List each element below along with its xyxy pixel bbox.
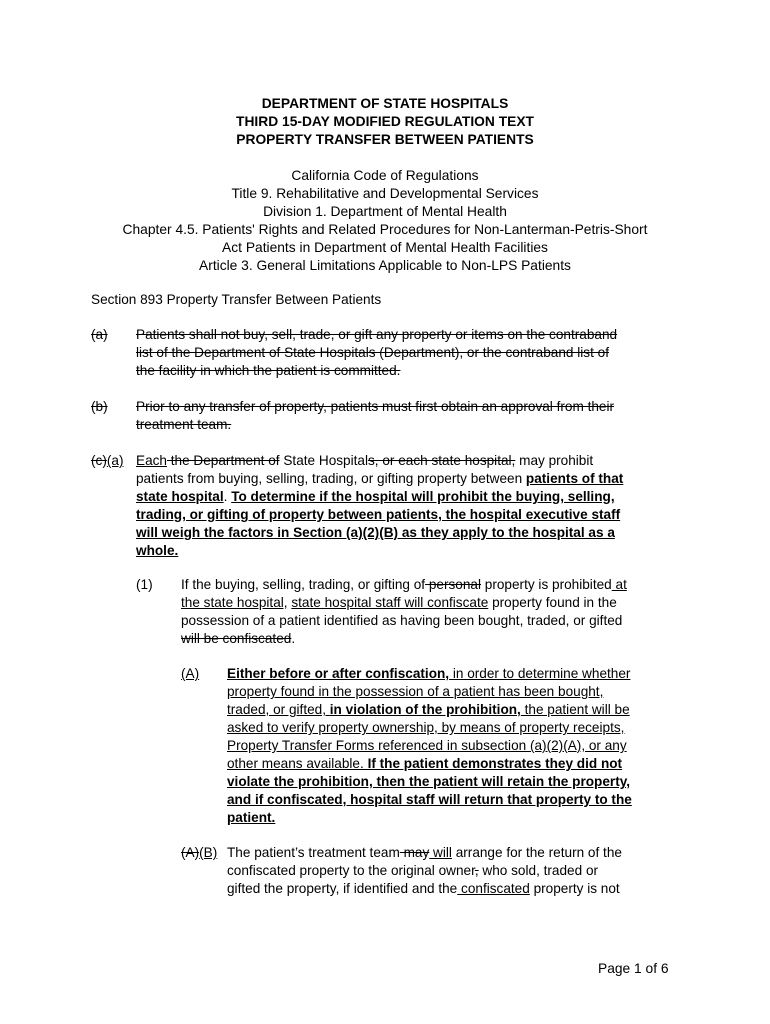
citation-line-4: Chapter 4.5. Patients' Rights and Related Procedures for Non-Lanterman-Petris-Short xyxy=(122,222,648,237)
paragraph-a-line: Patients shall not buy, sell, trade, or gift any property or items on the contraband xyxy=(136,327,618,342)
paragraph-a-label: (a) xyxy=(91,327,108,342)
citation-line-5: Act Patients in Department of Mental Health Facilities xyxy=(222,240,548,255)
title-line-1: DEPARTMENT OF STATE HOSPITALS xyxy=(261,96,509,111)
insertion-text: Each xyxy=(136,453,167,468)
paragraph-a-line: the facility in which the patient is committed. xyxy=(136,363,401,378)
insertion-text: state hospital staff will confiscate xyxy=(291,595,489,610)
text-span: property found in the xyxy=(488,595,617,610)
text-span: . xyxy=(223,489,232,504)
section-title: Section 893 Property Transfer Between Patients xyxy=(91,292,382,307)
text-span: who sold, traded or xyxy=(478,863,599,878)
text-span: If the buying, selling, trading, or gifting of xyxy=(181,577,426,592)
subparagraph-B-new-label: (B) xyxy=(199,845,218,860)
insertion-text: confiscated xyxy=(457,881,530,896)
text-span: possession of a patient identified as having been bought, traded, or gifted xyxy=(181,613,623,628)
page-number: Page 1 of 6 xyxy=(598,961,669,976)
deletion-text: the Department of xyxy=(166,453,280,468)
text-span: property is prohibited xyxy=(481,577,612,592)
text-span: gifted the property, if identified and the xyxy=(227,881,458,896)
text-span: . xyxy=(291,631,296,646)
insertion-text: will xyxy=(429,845,452,860)
paragraph-b-line: treatment team. xyxy=(136,417,232,432)
deletion-text: personal xyxy=(425,577,481,592)
citation-line-2: Title 9. Rehabilitative and Developmental Services xyxy=(231,186,539,201)
insertion-text: the patient will be xyxy=(520,702,630,717)
bold-insertion-text: will weigh the factors in Section (a)(2)(B) as they apply to the hospital as a xyxy=(136,525,615,540)
text-span: arrange for the return of the xyxy=(451,845,622,860)
deletion-text: will be confiscated xyxy=(181,631,292,646)
deletion-text: , xyxy=(474,863,479,878)
bold-insertion-text: patient. xyxy=(227,810,276,825)
paragraph-b-line: Prior to any transfer of property, patients must first obtain an approval from their xyxy=(136,399,615,414)
paragraph-c-new-label: (a) xyxy=(106,453,124,468)
bold-insertion-text: and if confiscated, hospital staff will return that property to the xyxy=(227,792,632,807)
deletion-text: may xyxy=(399,845,430,860)
subparagraph-A-label: (A) xyxy=(181,666,200,681)
bold-insertion-text: state hospital xyxy=(136,489,224,504)
bold-insertion-text: To determine if the hospital will prohibit the buying, selling, xyxy=(231,489,615,504)
bold-insertion-text: violate the prohibition, then the patient will retain the property, xyxy=(227,774,631,789)
insertion-text: property found in the possession of a patient has been bought, xyxy=(227,684,604,699)
insertion-text: asked to verify property ownership, by means of property receipts, xyxy=(227,720,625,735)
title-line-3: PROPERTY TRANSFER BETWEEN PATIENTS xyxy=(236,132,534,147)
bold-insertion-text: in violation of the prohibition, xyxy=(329,702,521,717)
insertion-text: other means available. xyxy=(227,756,368,771)
bold-insertion-text: If the patient demonstrates they did not xyxy=(367,756,623,771)
subparagraph-B-old-label: (A) xyxy=(181,845,200,860)
citation-block xyxy=(0,167,770,275)
bold-insertion-text: Either before or after confiscation, xyxy=(227,666,450,681)
paragraph-a-line: list of the Department of State Hospitals (Department), or the contraband list of xyxy=(136,345,609,360)
document-title xyxy=(0,95,770,149)
bold-insertion-text: patients of that xyxy=(525,471,624,486)
insertion-text: in order to determine whether xyxy=(449,666,631,681)
citation-line-6: Article 3. General Limitations Applicable to Non-LPS Patients xyxy=(199,258,571,273)
text-span: property is not xyxy=(529,881,620,896)
text-span: The patient’s treatment team xyxy=(227,845,400,860)
insertion-text: traded, or gifted, xyxy=(227,702,330,717)
text-span: patients from buying, selling, trading, or gifting property between xyxy=(136,471,526,486)
subparagraph-1-label: (1) xyxy=(136,577,153,592)
bold-insertion-text: trading, or gifting of property between patients, the hospital executive staff xyxy=(136,507,621,522)
text-span: State Hospital xyxy=(279,453,368,468)
deletion-text: s, or each state hospital, xyxy=(367,453,516,468)
paragraph-c-old-label: (c) xyxy=(91,453,107,468)
insertion-text: at xyxy=(611,577,627,592)
bold-insertion-text: whole. xyxy=(136,543,179,558)
text-span: confiscated property to the original owner xyxy=(227,863,475,878)
title-line-2: THIRD 15-DAY MODIFIED REGULATION TEXT xyxy=(236,114,534,129)
citation-line-1: California Code of Regulations xyxy=(291,168,479,183)
paragraph-b-label: (b) xyxy=(91,399,108,414)
text-span: may prohibit xyxy=(515,453,594,468)
citation-line-3: Division 1. Department of Mental Health xyxy=(263,204,507,219)
insertion-text: the state hospital, xyxy=(181,595,288,610)
insertion-text: Property Transfer Forms referenced in subsection (a)(2)(A), or any xyxy=(227,738,627,753)
